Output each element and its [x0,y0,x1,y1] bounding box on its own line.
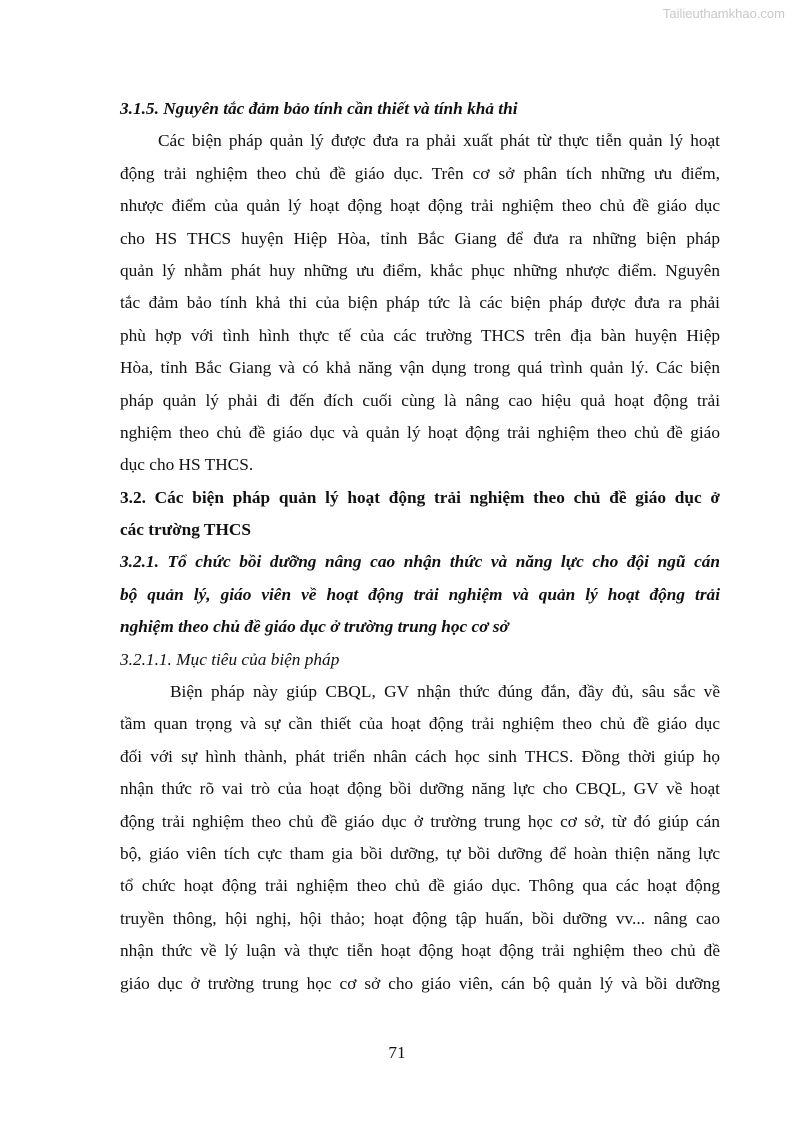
paragraph-line: nhận thức về lý luận và thực tiễn hoạt động hoạt động trải nghiệm theo chủ đề [120,941,720,961]
paragraph-line: tầm quan trọng và sự cần thiết của hoạt động trải nghiệm theo chủ đề giáo dục [120,714,720,734]
paragraph-line: Biện pháp này giúp CBQL, GV nhận thức đúng đắn, đầy đủ, sâu sắc về [170,682,720,702]
paragraph-line: đối với sự hình thành, phát triển nhân cách học sinh THCS. Đồng thời giúp họ [120,746,720,766]
paragraph-principle [120,125,720,481]
heading-line: bộ quản lý, giáo viên về hoạt động trải nghiệm và quản lý hoạt động trải [120,584,720,604]
heading-line: các trường THCS [120,520,251,540]
paragraph-line: bộ, giáo viên tích cực tham gia bồi dưỡng, tự bồi dưỡng để hoàn thiện năng lực [120,843,720,863]
paragraph-line: động trải nghiệm theo chủ đề giáo dục. Trên cơ sở phân tích những ưu điểm, [120,163,720,183]
paragraph-line: động trải nghiệm theo chủ đề giáo dục ở trường trung học cơ sở, từ đó giúp cán [120,811,720,831]
paragraph-line: quản lý nhằm phát huy những ưu điểm, khắc phục những nhược điểm. Nguyên [120,260,720,280]
heading-line: 3.2.1. Tổ chức bồi dưỡng nâng cao nhận thức và năng lực cho đội ngũ cán [120,552,720,572]
paragraph-line: Các biện pháp quản lý được đưa ra phải xuất phát từ thực tiễn quản lý hoạt [158,131,720,151]
paragraph-line: tổ chức hoạt động trải nghiệm theo chủ đề giáo dục. Thông qua các hoạt động [120,876,720,896]
section-heading-3-1-5: 3.1.5. Nguyên tắc đảm bảo tính cần thiết và tính khả thi [120,99,518,118]
document-body [120,93,720,1000]
paragraph-line: cho HS THCS huyện Hiệp Hòa, tỉnh Bắc Giang để đưa ra những biện pháp [120,228,720,248]
paragraph-line: truyền thông, hội nghị, hội thảo; hoạt động tập huấn, bồi dưỡng vv... nâng cao [120,908,720,928]
paragraph-line: tắc đảm bảo tính khả thi của biện pháp tức là các biện pháp được đưa ra phải [120,293,720,313]
paragraph-line: nhận thức rõ vai trò của hoạt động bồi dưỡng năng lực cho CBQL, GV về hoạt [120,779,720,799]
heading-line: nghiệm theo chủ đề giáo dục ở trường trung học cơ sở [120,617,509,637]
paragraph-line: giáo dục ở trường trung học cơ sở cho giáo viên, cán bộ quản lý và bồi dưỡng [120,973,720,993]
paragraph-line: phù hợp với tình hình thực tế của các trường THCS trên địa bàn huyện Hiệp [120,325,720,345]
section-heading-3-2 [120,482,720,547]
watermark-text: Tailieuthamkhao.com [662,6,785,21]
paragraph-line: dục cho HS THCS. [120,455,254,475]
paragraph-line: nhược điểm của quản lý hoạt động hoạt động trải nghiệm theo chủ đề giáo dục [120,196,720,216]
section-heading-3-2-1-1: 3.2.1.1. Mục tiêu của biện pháp [120,649,340,669]
heading-line: 3.2. Các biện pháp quản lý hoạt động trải nghiệm theo chủ đề giáo dục ở [120,487,720,507]
paragraph-objective [120,676,720,1000]
section-heading-3-2-1 [120,546,720,643]
paragraph-line: Hòa, tỉnh Bắc Giang và có khả năng vận dụng trong quá trình quản lý. Các biện [120,358,720,378]
page-number: 71 [388,1043,406,1062]
paragraph-line: pháp quản lý phải đi đến đích cuối cùng là nâng cao hiệu quả hoạt động trải [120,390,720,410]
paragraph-line: nghiệm theo chủ đề giáo dục và quản lý hoạt động trải nghiệm theo chủ đề giáo [120,422,720,442]
